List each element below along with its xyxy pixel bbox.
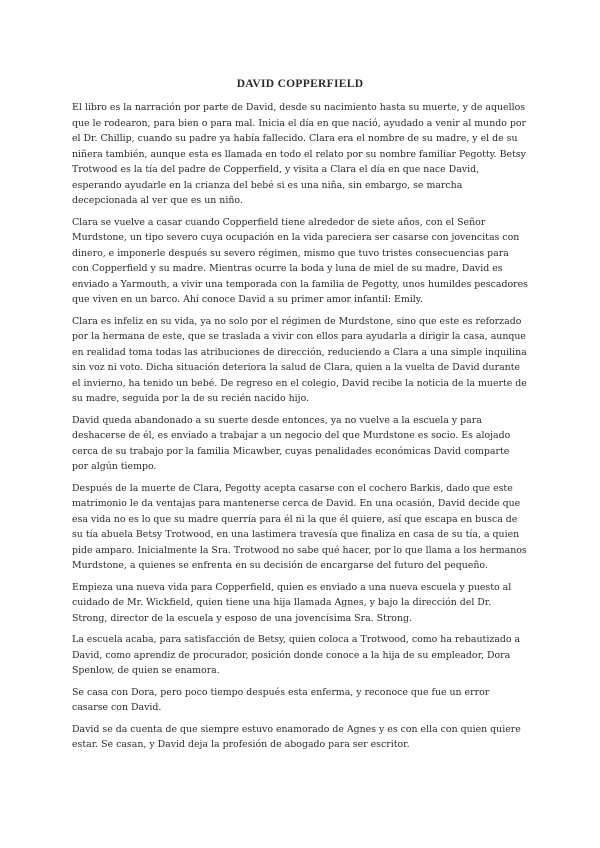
paragraph-6: Empieza una nueva vida para Copperfield, quien es enviado a una nueva escuela y puesto al cuidado de Mr. Wickfield, quien tiene una hija llamada Agnes, y bajo la dirección del Dr. Strong, director de la escuela y esposo de una jovencísima Sra. Strong. <box>72 581 512 624</box>
paragraph-2: Clara se vuelve a casar cuando Copperfield tiene alrededor de siete años, con el Señor Murdstone, un tipo severo cuya ocupación en la vida pareciera ser casarse con jovencitas con dinero, e imponerle después su severo régimen, mismo que tuvo tristes consecuencias para con Copperfield y su madre. Mientras ocurre la boda y luna de miel de su madre, David es enviado a Yarmouth, a vivir una temporada con la familia de Pegotty, unos humildes pescadores que viven en un barco. Ahí conoce David a su primer amor infantil: Emily. <box>72 216 528 305</box>
document-title: DAVID COPPERFIELD <box>236 78 364 90</box>
paragraph-3: Clara es infeliz en su vida, ya no solo por el régimen de Murdstone, sino que este es reforzado por la hermana de este, que se traslada a vivir con ellos para ayudarla a dirigir la casa, aunque en realidad toma todas las atribuciones de dirección, reduciendo a Clara a una simple inquilina sin voz ni voto. Dicha situación deteriora la salud de Clara, quien a la vuelta de David durante el invierno, ha tenido un bebé. De regreso en el colegio, David recibe la noticia de la muerte de su madre, seguida por la de su recién nacido hijo. <box>72 315 527 404</box>
paragraph-1: El libro es la narración por parte de David, desde su nacimiento hasta su muerte, y de aquellos que le rodearon, para bien o para mal. Inicia el día en que nació, ayudado a venir al mundo por el Dr. Chillip, cuando su padre ya había fallecido. Clara era el nombre de su madre, y el de su niñera también, aunque esta es llamada en todo el relato por su nombre familiar Pegotty. Betsy Trotwood es la tía del padre de Copperfield, y visita a Clara el día en que nace David, esperando ayudarle en la crianza del bebé si es una niña, sin embargo, se marcha decepcionada al ver que es un niño. <box>72 102 526 206</box>
paragraph-7: La escuela acaba, para satisfacción de Betsy, quien coloca a Trotwood, como ha rebautizado a David, como aprendiz de procurador, posición donde conoce a la hija de su empleador, Dora Spenlow, de quien se enamora. <box>72 634 521 676</box>
paragraph-4: David queda abandonado a su suerte desde entonces, ya no vuelve a la escuela y para deshacerse de él, es enviado a trabajar a un negocio del que Murdstone es socio. Es alojado cerca de su trabajo por la familia Micawber, cuyas penalidades económicas David comparte por algún tiempo. <box>72 414 511 472</box>
paragraph-8: Se casa con Dora, pero poco tiempo después esta enferma, y reconoce que fue un error casarse con David. <box>72 686 490 713</box>
paragraph-9: David se da cuenta de que siempre estuvo enamorado de Agnes y es con ella con quien quiere estar. Se casan, y David deja la profesión de abogado para ser escritor. <box>72 723 521 750</box>
paragraph-5: Después de la muerte de Clara, Pegotty acepta casarse con el cochero Barkis, dado que este matrimonio le da ventajas para mantenerse cerca de David. En una ocasión, David decide que esa vida no es lo que su madre querría para él ni la que él quiere, así que escapa en busca de su tía abuela Betsy Trotwood, en una lastimera travesía que finaliza en casa de su tía, a quien pide amparo. Inicialmente la Sra. Trotwood no sabe qué hacer, por lo que llama a los hermanos Murdstone, a quienes se enfrenta en su decisión de encargarse del futuro del pequeño. <box>72 482 527 571</box>
